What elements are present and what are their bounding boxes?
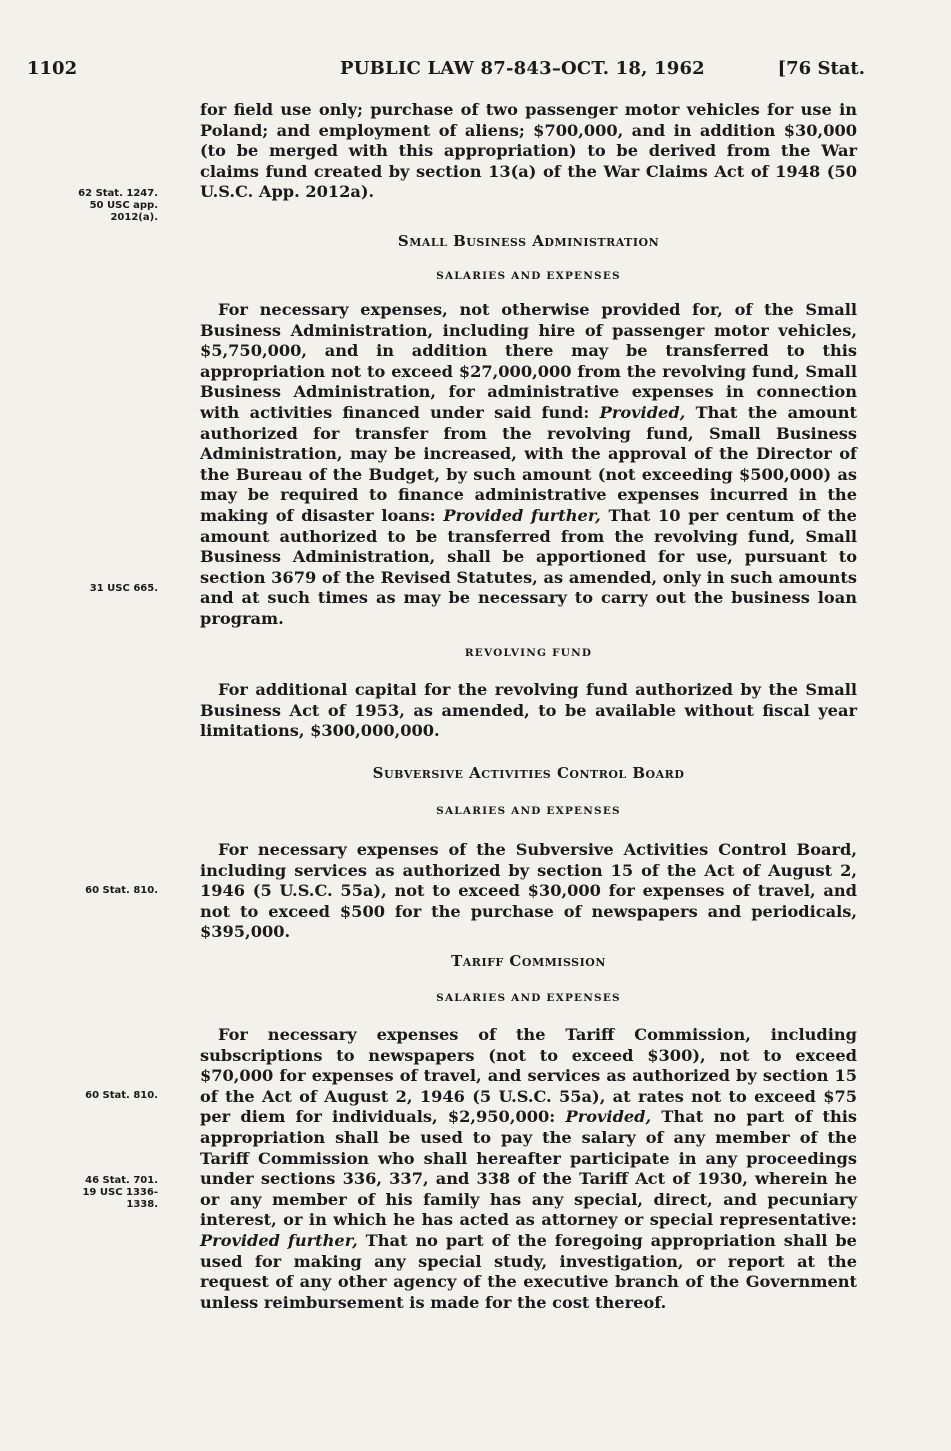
tariff-paragraph-block <box>200 1025 857 1313</box>
margin-note-2 <box>90 583 158 595</box>
tariff-para-part-a: For necessary expenses of the Tariff Commission, including subscriptions to newspapers (not to exceed $300), not to exceed $70,000 for expenses of travel, and services as authorized by section 15 of the Act of August 2, 1946 (5 U.S.C. 55a), at rates not to exceed $75 per diem for individuals, $2,950,000: <box>200 1025 857 1127</box>
opening-paragraph-block <box>200 100 857 203</box>
proviso-further-label: Provided further, <box>200 1230 358 1250</box>
margin-note-4 <box>85 1090 158 1102</box>
sba-para-part-b: That the amount authorized for transfer from the revolving fund, Small Business Administration, may be increased, with the approval of the Director of the Bureau of the Budget, by such amount (not exceeding $500,000) as may be required to finance administrative expenses incurred in the making of disaster loans: <box>200 402 858 525</box>
proviso-label: Provided, <box>599 402 686 422</box>
subheading-revolving-fund: REVOLVING FUND <box>464 647 593 659</box>
sba-salaries-paragraph <box>200 300 857 630</box>
proviso-label: Provided, <box>565 1107 652 1127</box>
section-heading-tariff: Tariff Commission <box>451 952 606 970</box>
tariff-paragraph <box>200 1025 857 1313</box>
margin-note-line: 50 USC app. <box>89 200 158 211</box>
margin-note-line: 2012(a). <box>110 212 158 223</box>
margin-note-line: 1338. <box>126 1199 158 1210</box>
sacb-paragraph-block <box>200 840 857 943</box>
section-heading-sba: Small Business Administration <box>397 232 660 250</box>
revolving-fund-block <box>200 680 857 742</box>
subheading-tariff-salaries: SALARIES AND EXPENSES <box>436 992 621 1004</box>
margin-note-5 <box>82 1175 158 1211</box>
margin-note-1 <box>78 188 158 224</box>
sba-para-part-c: That 10 per centum of the amount authorized to be transferred from the revolving fund, Small Business Administration, shall be apportioned for use, pursuant to section 3679 of the Revised Statutes, as amended, only in such amounts and at such times as may be necessary to carry out the business loan program. <box>200 505 857 628</box>
revolving-fund-paragraph: For additional capital for the revolving fund authorized by the Small Business Act of 1953, as amended, to be available without fiscal year limitations, $300,000,000. <box>200 680 857 741</box>
subheading-sacb-salaries: SALARIES AND EXPENSES <box>436 805 621 817</box>
margin-note-line: 31 USC 665. <box>89 583 158 594</box>
margin-note-line: 46 Stat. 701. <box>85 1175 158 1186</box>
running-header <box>0 58 951 82</box>
margin-note-line: 60 Stat. 810. <box>85 885 158 896</box>
header-title: PUBLIC LAW 87-843–OCT. 18, 1962 <box>340 58 705 79</box>
section-heading-sacb: Subversive Activities Control Board <box>372 764 685 782</box>
margin-note-line: 62 Stat. 1247. <box>78 188 158 199</box>
sba-para-part-a: For necessary expenses, not otherwise provided for, of the Small Business Administration, including hire of passenger motor vehicles, $5,750,000, and in addition there may be transferred to this appropriation not to exceed $27,000,000 from the revolving fund, Small Business Administration, for administrative expenses in connection with activities financed under said fund: <box>200 300 857 422</box>
margin-note-3 <box>85 885 158 897</box>
margin-note-line: 19 USC 1336- <box>82 1187 158 1198</box>
tariff-para-part-c: That no part of the foregoing appropriation shall be used for making any special study, investigation, or report at the request of any other agency of the executive branch of the Government unless reimbursement is made for the cost thereof. <box>200 1230 857 1312</box>
subheading-sba-salaries: SALARIES AND EXPENSES <box>436 270 621 282</box>
margin-note-line: 60 Stat. 810. <box>85 1090 158 1101</box>
proviso-further-label: Provided further, <box>443 505 601 525</box>
sacb-paragraph: For necessary expenses of the Subversive Activities Control Board, including services as authorized by section 15 of the Act of August 2, 1946 (5 U.S.C. 55a), not to exceed $30,000 for expenses of travel, and not to exceed $500 for the purchase of newspapers and periodicals, $395,000. <box>200 840 857 942</box>
sba-paragraph-block <box>200 300 857 630</box>
page-number: 1102 <box>27 58 78 79</box>
opening-paragraph: for field use only; purchase of two passenger motor vehicles for use in Poland; and employment of aliens; $700,000, and in addition $30,000 (to be merged with this appropriation) to be derived from the War claims fund created by section 13(a) of the War Claims Act of 1948 (50 U.S.C. App. 2012a). <box>200 100 857 202</box>
header-volume: [76 Stat. <box>777 58 865 79</box>
tariff-para-part-b: That no part of this appropriation shall be used to pay the salary of any member of the Tariff Commission who shall hereafter participate in any proceedings under sections 336, 337, and 338 of the Tariff Act of 1930, wherein he or any member of his family has any special, direct, and pecuniary interest, or in which he has acted as attorney or special representative: <box>200 1107 857 1230</box>
